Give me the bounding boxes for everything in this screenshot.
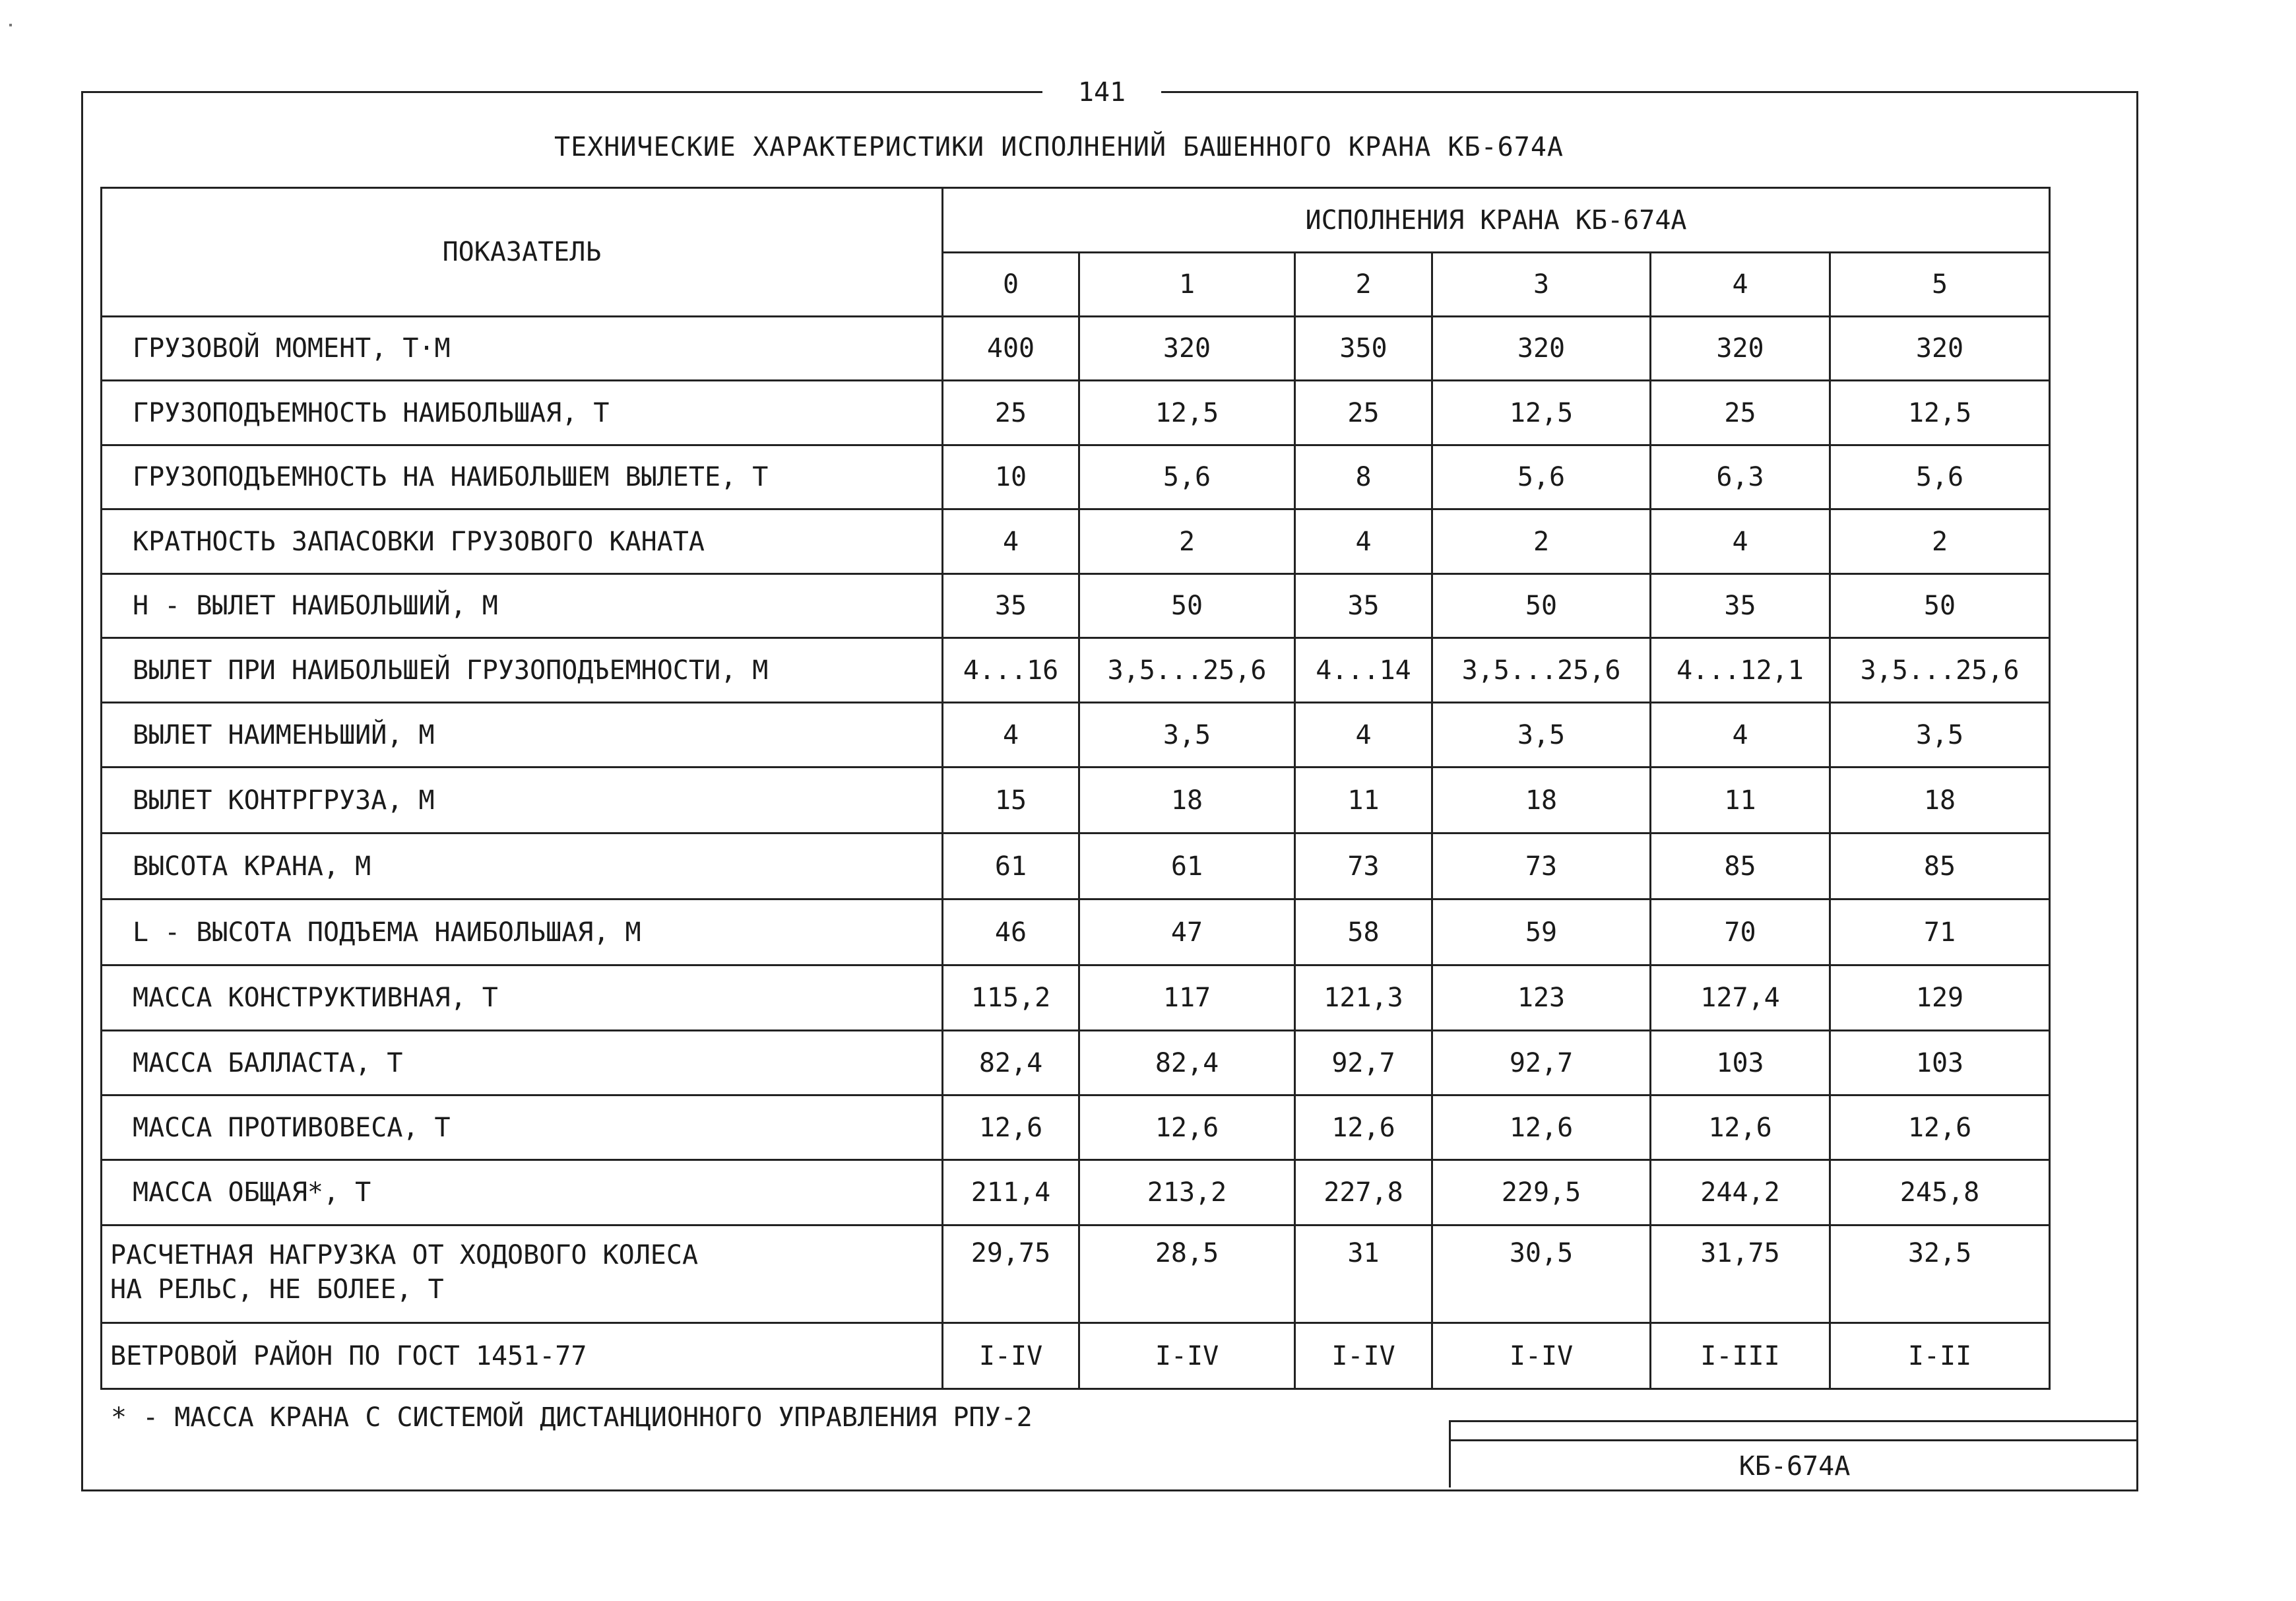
table-cell: 31: [1295, 1225, 1432, 1323]
row-label: МАССА БАЛЛАСТА, Т: [102, 1031, 943, 1095]
table-cell: I-IV: [1432, 1323, 1651, 1389]
table-cell: 32,5: [1830, 1225, 2050, 1323]
table-cell: 82,4: [1079, 1031, 1295, 1095]
row-label: ВЕТРОВОЙ РАЙОН ПО ГОСТ 1451-77: [102, 1323, 943, 1389]
row-label: ГРУЗОПОДЪЕМНОСТЬ НА НАИБОЛЬШЕМ ВЫЛЕТЕ, Т: [102, 445, 943, 509]
table-cell: 129: [1830, 965, 2050, 1031]
table-cell: 85: [1830, 833, 2050, 899]
table-cell: 11: [1295, 768, 1432, 833]
table-cell: 25: [943, 381, 1079, 445]
table-cell: 47: [1079, 899, 1295, 965]
table-cell: 5,6: [1432, 445, 1651, 509]
table-row: [102, 768, 2050, 833]
page-number: 141: [1042, 69, 1161, 115]
table-cell: 12,6: [1295, 1095, 1432, 1160]
footnote: * - МАССА КРАНА С СИСТЕМОЙ ДИСТАНЦИОННОГО УПРАВЛЕНИЯ РПУ-2: [111, 1402, 1033, 1433]
table-cell: 70: [1651, 899, 1830, 965]
table-row: [102, 1225, 2050, 1323]
param-header: ПОКАЗАТЕЛЬ: [102, 188, 943, 317]
row-label-line: НА РЕЛЬС, НЕ БОЛЕЕ, Т: [110, 1274, 444, 1305]
table-cell: 31,75: [1651, 1225, 1830, 1323]
table-cell: 12,6: [1079, 1095, 1295, 1160]
table-row: [102, 899, 2050, 965]
table-cell: 4: [1295, 703, 1432, 768]
table-cell: 4: [1651, 509, 1830, 574]
table-cell: 103: [1830, 1031, 2050, 1095]
table-row: [102, 1160, 2050, 1225]
table-cell: I-II: [1830, 1323, 2050, 1389]
table-cell: 3,5...25,6: [1830, 638, 2050, 703]
row-label: КРАТНОСТЬ ЗАПАСОВКИ ГРУЗОВОГО КАНАТА: [102, 509, 943, 574]
table-row: [102, 317, 2050, 381]
table-cell: 12,5: [1079, 381, 1295, 445]
row-label: ГРУЗОВОЙ МОМЕНТ, Т·М: [102, 317, 943, 381]
table-cell: 350: [1295, 317, 1432, 381]
table-row: [102, 381, 2050, 445]
table-cell: 61: [1079, 833, 1295, 899]
table-cell: I-IV: [943, 1323, 1079, 1389]
table-cell: 3,5...25,6: [1079, 638, 1295, 703]
table-cell: 58: [1295, 899, 1432, 965]
table-cell: 12,6: [1651, 1095, 1830, 1160]
table-cell: 50: [1432, 574, 1651, 638]
table-cell: 227,8: [1295, 1160, 1432, 1225]
table-cell: 6,3: [1651, 445, 1830, 509]
table-cell: 123: [1432, 965, 1651, 1031]
table-cell: 25: [1651, 381, 1830, 445]
table-cell: 61: [943, 833, 1079, 899]
table-cell: 103: [1651, 1031, 1830, 1095]
table-cell: 15: [943, 768, 1079, 833]
table-cell: 12,6: [943, 1095, 1079, 1160]
table-cell: 85: [1651, 833, 1830, 899]
row-label: L - ВЫСОТА ПОДЪЕМА НАИБОЛЬШАЯ, М: [102, 899, 943, 965]
table-cell: 35: [1295, 574, 1432, 638]
variant-header: 3: [1432, 253, 1651, 317]
table-cell: 2: [1830, 509, 2050, 574]
table-cell: 4...14: [1295, 638, 1432, 703]
table-cell: 4...16: [943, 638, 1079, 703]
table-cell: 50: [1079, 574, 1295, 638]
table-cell: 73: [1432, 833, 1651, 899]
table-cell: 28,5: [1079, 1225, 1295, 1323]
table-cell: 127,4: [1651, 965, 1830, 1031]
table-cell: 3,5: [1830, 703, 2050, 768]
table-cell: 320: [1432, 317, 1651, 381]
table-row: [102, 574, 2050, 638]
table-row: [102, 703, 2050, 768]
variant-header: 1: [1079, 253, 1295, 317]
table-cell: 117: [1079, 965, 1295, 1031]
title-block: [1449, 1420, 2138, 1487]
table-row: [102, 1031, 2050, 1095]
table-row: [102, 1323, 2050, 1389]
row-label: Н - ВЫЛЕТ НАИБОЛЬШИЙ, М: [102, 574, 943, 638]
table-row: [102, 509, 2050, 574]
table-cell: 115,2: [943, 965, 1079, 1031]
table-cell: 10: [943, 445, 1079, 509]
table-cell: 50: [1830, 574, 2050, 638]
row-label-line: РАСЧЕТНАЯ НАГРУЗКА ОТ ХОДОВОГО КОЛЕСА: [110, 1240, 699, 1270]
table-cell: 12,5: [1432, 381, 1651, 445]
table-cell: 2: [1079, 509, 1295, 574]
table-cell: 229,5: [1432, 1160, 1651, 1225]
table-cell: 4: [943, 703, 1079, 768]
row-label: ГРУЗОПОДЪЕМНОСТЬ НАИБОЛЬШАЯ, Т: [102, 381, 943, 445]
table-cell: 400: [943, 317, 1079, 381]
table-cell: 4: [1295, 509, 1432, 574]
table-cell: 29,75: [943, 1225, 1079, 1323]
table-cell: 8: [1295, 445, 1432, 509]
table-cell: 213,2: [1079, 1160, 1295, 1225]
spec-table: [100, 187, 2051, 1390]
table-cell: 320: [1079, 317, 1295, 381]
table-row: [102, 638, 2050, 703]
row-label: ВЫСОТА КРАНА, М: [102, 833, 943, 899]
table-cell: 244,2: [1651, 1160, 1830, 1225]
table-cell: 35: [1651, 574, 1830, 638]
table-cell: 11: [1651, 768, 1830, 833]
table-cell: 25: [1295, 381, 1432, 445]
table-cell: 3,5...25,6: [1432, 638, 1651, 703]
variant-header: 2: [1295, 253, 1432, 317]
table-cell: 4...12,1: [1651, 638, 1830, 703]
table-cell: 12,6: [1830, 1095, 2050, 1160]
table-row: [102, 965, 2050, 1031]
variant-header: 4: [1651, 253, 1830, 317]
table-cell: 92,7: [1432, 1031, 1651, 1095]
table-cell: 320: [1830, 317, 2050, 381]
row-label: МАССА ОБЩАЯ*, Т: [102, 1160, 943, 1225]
table-cell: 121,3: [1295, 965, 1432, 1031]
table-cell: 320: [1651, 317, 1830, 381]
row-label: МАССА КОНСТРУКТИВНАЯ, Т: [102, 965, 943, 1031]
variants-group-header: ИСПОЛНЕНИЯ КРАНА КБ-674А: [943, 188, 2050, 253]
row-label: [102, 1225, 943, 1323]
variant-header: 0: [943, 253, 1079, 317]
table-cell: 5,6: [1079, 445, 1295, 509]
table-cell: 4: [943, 509, 1079, 574]
table-cell: 4: [1651, 703, 1830, 768]
table-cell: 82,4: [943, 1031, 1079, 1095]
scan-dot: [9, 24, 12, 26]
table-cell: 71: [1830, 899, 2050, 965]
table-cell: I-III: [1651, 1323, 1830, 1389]
table-cell: 12,6: [1432, 1095, 1651, 1160]
table-cell: I-IV: [1295, 1323, 1432, 1389]
table-cell: 12,5: [1830, 381, 2050, 445]
variant-header: 5: [1830, 253, 2050, 317]
table-cell: I-IV: [1079, 1323, 1295, 1389]
table-cell: 18: [1432, 768, 1651, 833]
drawing-code: КБ-674А: [1451, 1439, 2138, 1491]
table-cell: 92,7: [1295, 1031, 1432, 1095]
table-cell: 35: [943, 574, 1079, 638]
table-cell: 46: [943, 899, 1079, 965]
table-row: [102, 1095, 2050, 1160]
table-cell: 3,5: [1432, 703, 1651, 768]
row-label: МАССА ПРОТИВОВЕСА, Т: [102, 1095, 943, 1160]
table-cell: 5,6: [1830, 445, 2050, 509]
table-row: [102, 833, 2050, 899]
row-label: ВЫЛЕТ НАИМЕНЬШИЙ, М: [102, 703, 943, 768]
table-cell: 245,8: [1830, 1160, 2050, 1225]
table-row: [102, 445, 2050, 509]
row-label: ВЫЛЕТ КОНТРГРУЗА, М: [102, 768, 943, 833]
table-title: ТЕХНИЧЕСКИЕ ХАРАКТЕРИСТИКИ ИСПОЛНЕНИЙ БАШЕННОГО КРАНА КБ-674А: [554, 132, 1564, 162]
table-cell: 2: [1432, 509, 1651, 574]
table-cell: 73: [1295, 833, 1432, 899]
table-cell: 59: [1432, 899, 1651, 965]
table-cell: 18: [1830, 768, 2050, 833]
row-label: ВЫЛЕТ ПРИ НАИБОЛЬШЕЙ ГРУЗОПОДЪЕМНОСТИ, М: [102, 638, 943, 703]
table-cell: 3,5: [1079, 703, 1295, 768]
table-cell: 30,5: [1432, 1225, 1651, 1323]
table-cell: 18: [1079, 768, 1295, 833]
table-cell: 211,4: [943, 1160, 1079, 1225]
